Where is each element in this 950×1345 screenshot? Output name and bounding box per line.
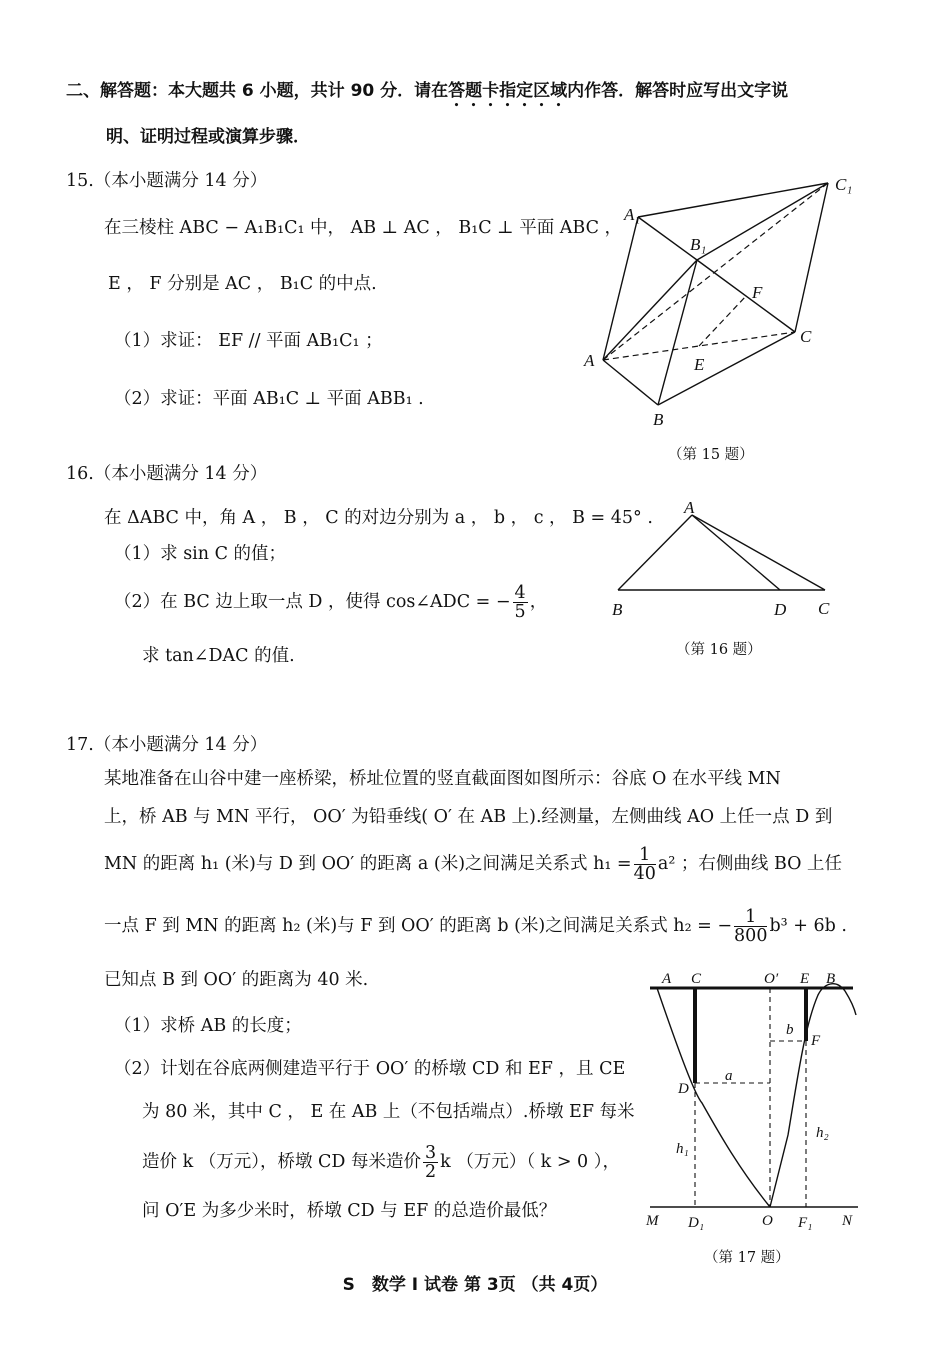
q16-header: 16.（本小题满分 14 分） [66, 464, 268, 484]
q16-line1: 在 ΔABC 中，角 A ， B ， C 的对边分别为 a ， b ， c ， B = 45° . [104, 508, 653, 528]
q16-part1: （1）求 sin C 的值； [114, 544, 287, 564]
q15-line2: E ， F 分别是 AC ， B₁C 的中点. [108, 274, 377, 294]
label-b: B [612, 600, 623, 619]
label-c: C [691, 971, 702, 987]
label-a: A [662, 971, 672, 987]
q17-line4-pre: 一点 F 到 MN 的距离 h₂ (米)与 F 到 OO′ 的距离 b (米)之间满足关系式 h₂ = − [104, 916, 733, 936]
label-m: M [646, 1213, 659, 1229]
label-h2: h₂ [816, 1125, 829, 1141]
q17-h2-fraction-num: 1 [734, 908, 767, 927]
q16-part2-pre: （2）在 BC 边上取一点 D ，使得 cos∠ADC = − [114, 592, 511, 612]
q17-line4-post: b³ + 6b . [769, 916, 847, 936]
q16-part2-post: ， [529, 592, 548, 612]
q16-fraction-den: 5 [514, 602, 526, 622]
q17-part2-line3 [142, 1142, 620, 1182]
q17-line2: 上，桥 AB 与 MN 平行， OO′ 为铅垂线( O′ 在 AB 上).经测量，左侧曲线 AO 上任一点 D 到 [104, 807, 833, 827]
q16-caption: （第 16 题） [676, 642, 762, 658]
q15-caption: （第 15 题） [668, 447, 754, 463]
q17-h1-fraction-num: 1 [634, 846, 656, 865]
edge-a1-a [603, 217, 638, 360]
q15-part2: （2）求证：平面 AB₁C ⊥ 平面 ABB₁ . [114, 389, 424, 409]
q17-part2-line1: （2）计划在谷底两侧建造平行于 OO′ 的桥墩 CD 和 EF ，且 CE [114, 1059, 626, 1079]
curve-ob [770, 984, 856, 1207]
q17-line1: 某地准备在山谷中建一座桥梁，桥址位置的竖直截面图如图所示：谷底 O 在水平线 MN [104, 769, 781, 789]
label-c: C [800, 327, 812, 346]
q17-line3-pre: MN 的距离 h₁ (米)与 D 到 OO′ 的距离 a (米)之间满足关系式 h₁ = [104, 854, 632, 874]
q17-cost-fraction [423, 1144, 438, 1181]
label-a-distance: a [725, 1068, 733, 1084]
label-e: E [800, 971, 810, 987]
q16-fraction [513, 584, 528, 621]
q17-line5: 已知点 B 到 OO′ 的距离为 40 米. [104, 970, 369, 990]
label-e: E [694, 355, 705, 374]
q17-part2-line3-pre: 造价 k （万元），桥墩 CD 每米造价 [142, 1152, 422, 1172]
label-a: A [584, 351, 595, 370]
label-c: C [818, 599, 830, 618]
label-b: B [826, 971, 836, 987]
q17-bridge-figure [640, 965, 870, 1240]
label-o-prime: O′ [764, 971, 779, 987]
label-n: N [842, 1213, 853, 1229]
q17-part2-line4: 问 O′E 为多少米时，桥墩 CD 与 EF 的总造价最低？ [142, 1201, 557, 1221]
label-f: F [752, 283, 763, 302]
section-heading-pre: 二、解答题：本大题共 6 小题，共计 90 分．请在 [66, 81, 449, 101]
q17-line3 [104, 844, 842, 884]
label-b: B [653, 410, 664, 429]
edge-a-b [603, 360, 658, 405]
label-d: D [774, 600, 787, 619]
label-a: A [684, 498, 695, 517]
side-ac [692, 515, 825, 590]
label-a1: A₁ [624, 205, 641, 224]
q15-part1: （1）求证： EF // 平面 AB₁C₁ ； [114, 331, 383, 351]
curve-ao [657, 988, 770, 1207]
q15-line1: 在三棱柱 ABC − A₁B₁C₁ 中， AB ⊥ AC ， B₁C ⊥ 平面 ABC ， [104, 218, 623, 238]
q17-h1-fraction [634, 846, 656, 883]
label-f1: F₁ [798, 1215, 813, 1231]
section-heading-emphasis: 答题卡指定区域 [448, 81, 568, 101]
label-b1: B₁ [690, 235, 707, 254]
q17-line4 [104, 906, 847, 946]
label-h1: h₁ [676, 1141, 689, 1157]
q17-h1-fraction-den: 40 [633, 864, 656, 884]
q16-fraction-num: 4 [514, 583, 526, 603]
section-heading-line2: 明、证明过程或演算步骤． [106, 127, 310, 147]
q17-cost-fraction-den: 2 [425, 1162, 437, 1182]
edge-a1-b1 [638, 217, 697, 260]
q15-prism-figure [570, 170, 870, 440]
segment-e-f-hidden [699, 296, 746, 346]
label-c1: C₁ [835, 175, 853, 194]
q17-part2-line2: 为 80 米，其中 C ， E 在 AB 上（不包括端点）.桥墩 EF 每米 [142, 1102, 635, 1122]
edge-b1-c [697, 260, 795, 332]
q16-part2-line2: 求 tan∠DAC 的值. [142, 646, 295, 666]
q17-caption: （第 17 题） [704, 1250, 790, 1266]
page-footer: S 数学 I 试卷 第 3页 （共 4页） [342, 1275, 608, 1295]
q15-header: 15.（本小题满分 14 分） [66, 171, 268, 191]
segment-ad [692, 515, 780, 590]
q16-triangle-figure [600, 497, 850, 627]
label-f: F [811, 1033, 821, 1049]
label-o: O [762, 1213, 773, 1229]
side-ab [618, 515, 692, 590]
q16-part2 [114, 584, 547, 621]
label-b-distance: b [786, 1022, 794, 1038]
label-d1: D₁ [688, 1215, 705, 1231]
q17-h2-fraction [734, 908, 767, 945]
section-heading-post: 内作答．解答时应写出文字说 [567, 81, 789, 101]
q17-part2-line3-post: k （万元）（ k > 0 ）， [440, 1152, 620, 1172]
q17-line3-post: a² ；右侧曲线 BO 上任 [657, 854, 843, 874]
q17-h2-fraction-den: 800 [734, 926, 768, 946]
section-heading-line1 [66, 80, 788, 111]
q17-cost-fraction-num: 3 [425, 1143, 437, 1163]
q17-header: 17.（本小题满分 14 分） [66, 735, 268, 755]
edge-b-c [658, 332, 795, 405]
label-d: D [678, 1081, 689, 1097]
q17-part1: （1）求桥 AB 的长度； [114, 1016, 302, 1036]
